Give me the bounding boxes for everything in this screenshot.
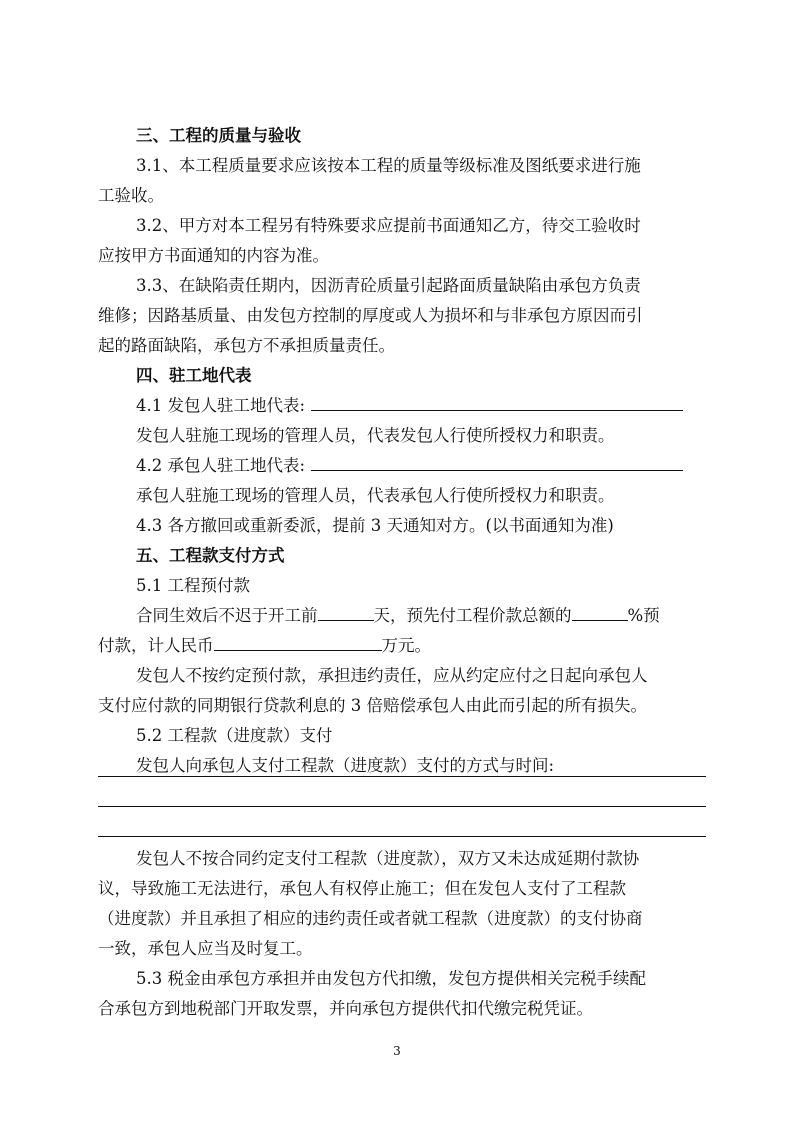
section-4-heading: 四、驻工地代表 <box>136 366 252 385</box>
clause-4-1-label <box>136 396 683 416</box>
clause-3-1-line-1: 3.1、本工程质量要求应该按本工程的质量等级标准及图纸要求进行施 <box>136 156 641 175</box>
advance-text-3: %预 <box>627 606 660 625</box>
advance-line-2 <box>98 636 431 656</box>
progress-line-4: 一致，承包人应当及时复工。 <box>98 939 313 958</box>
penalty-line-1: 发包人不按约定预付款，承担违约责任，应从约定应付之日起向承包人 <box>136 666 648 685</box>
clause-4-1-text: 4.1 发包人驻工地代表: <box>136 396 306 415</box>
payment-method-line-1[interactable] <box>98 776 706 777</box>
clause-3-1-line-2: 工验收。 <box>98 186 164 205</box>
advance-line-1 <box>136 606 660 626</box>
clause-5-3-line-1: 5.3 税金由承包方承担并由发包方代扣缴，发包方提供相关完税手续配 <box>136 969 646 988</box>
clause-4-2-desc: 承包人驻施工现场的管理人员，代表承包人行使所授权力和职责。 <box>136 486 615 505</box>
progress-line-1: 发包人不按合同约定支付工程款（进度款），双方又未达成延期付款协 <box>136 849 640 868</box>
clause-4-1-desc: 发包人驻施工现场的管理人员，代表发包人行使所授权力和职责。 <box>136 426 615 445</box>
advance-text-5: 万元。 <box>381 636 431 655</box>
amount-blank[interactable] <box>214 636 382 651</box>
clause-4-3: 4.3 各方撤回或重新委派，提前 3 天通知对方。(以书面通知为准) <box>136 516 614 535</box>
advance-text-1: 合同生效后不迟于开工前 <box>136 606 318 625</box>
section-5-heading: 五、工程款支付方式 <box>136 546 285 565</box>
clause-3-2-line-1: 3.2、甲方对本工程另有特殊要求应提前书面通知乙方，待交工验收时 <box>136 216 641 235</box>
clause-4-2-label <box>136 456 683 476</box>
clause-3-3-line-3: 起的路面缺陷，承包方不承担质量责任。 <box>98 336 395 355</box>
penalty-line-2: 支付应付款的同期银行贷款利息的 3 倍赔偿承包人由此而引起的所有损失。 <box>98 696 647 715</box>
percent-blank[interactable] <box>572 606 628 621</box>
contractee-rep-blank[interactable] <box>311 456 683 471</box>
clause-3-2-line-2: 应按甲方书面通知的内容为准。 <box>98 246 329 265</box>
clause-5-2-title: 5.2 工程款（进度款）支付 <box>136 726 333 745</box>
clause-5-1-title: 5.1 工程预付款 <box>136 576 250 595</box>
clause-3-3-line-2: 维修；因路基质量、由发包方控制的厚度或人为损坏和与非承包方原因而引 <box>98 306 643 325</box>
section-3-heading: 三、工程的质量与验收 <box>136 126 301 145</box>
payment-method-line-3[interactable] <box>98 836 706 837</box>
advance-text-4: 付款，计人民币 <box>98 636 214 655</box>
clause-3-3-line-1: 3.3、在缺陷责任期内，因沥青砼质量引起路面质量缺陷由承包方负责 <box>136 276 641 295</box>
payment-method-line-2[interactable] <box>98 806 706 807</box>
progress-line-3: （进度款）并且承担了相应的违约责任或者就工程款（进度款）的支付协商 <box>98 909 643 928</box>
clause-5-3-line-2: 合承包方到地税部门开取发票，并向承包方提供代扣代缴完税凭证。 <box>98 999 593 1018</box>
contractor-rep-blank[interactable] <box>311 396 683 411</box>
progress-intro: 发包人向承包人支付工程款（进度款）支付的方式与时间: <box>136 756 555 775</box>
clause-4-2-text: 4.2 承包人驻工地代表: <box>136 456 306 475</box>
advance-text-2: 天，预先付工程价款总额的 <box>373 606 572 625</box>
days-blank[interactable] <box>318 606 374 621</box>
page-number: 3 <box>393 1044 401 1058</box>
progress-line-2: 议，导致施工无法进行，承包人有权停止施工；但在发包人支付了工程款 <box>98 879 626 898</box>
